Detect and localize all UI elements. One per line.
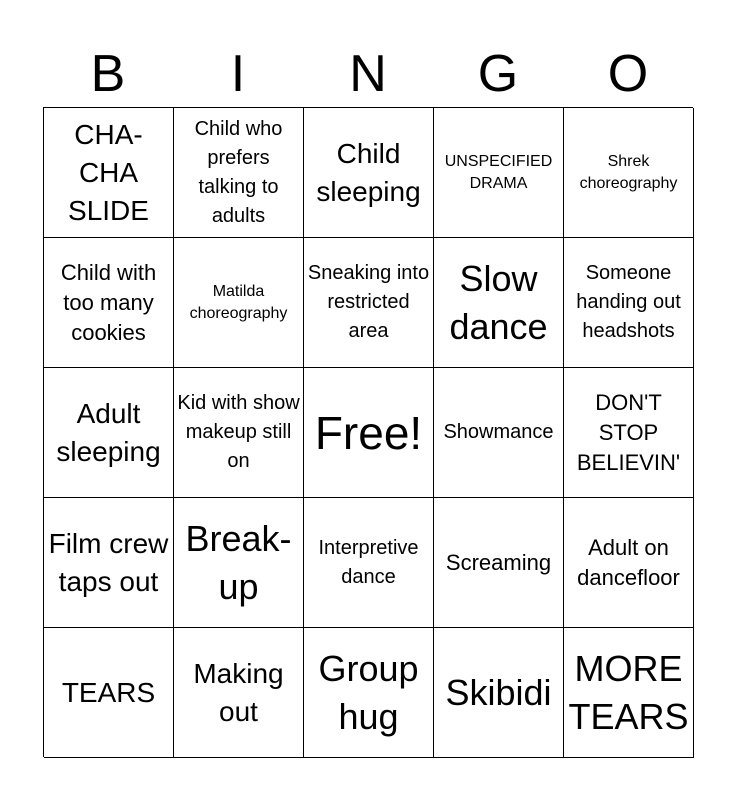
free-space-label: Free! (314, 406, 423, 459)
cell-label: Shrek choreography (579, 152, 678, 192)
bingo-cell-r1-c1[interactable] (44, 108, 174, 238)
bingo-cell-r3-c5[interactable] (564, 368, 694, 498)
cell-label: Skibidi (445, 671, 552, 713)
header-letter-n: N (349, 45, 387, 103)
bingo-cell-r3-c1[interactable] (44, 368, 174, 498)
bingo-cell-r5-c5[interactable] (564, 628, 694, 758)
header-letter-i: I (230, 45, 246, 103)
cell-label: Showmance (443, 421, 554, 443)
bingo-cell-r4-c3[interactable] (304, 498, 434, 628)
bingo-cell-r2-c5[interactable] (564, 238, 694, 368)
bingo-cell-r4-c5[interactable] (564, 498, 694, 628)
cell-label: Film crew taps out (48, 527, 169, 597)
header-letter-g: G (477, 45, 519, 103)
cell-label: UNSPECIFIED DRAMA (444, 152, 553, 192)
header-letter-b: B (90, 45, 126, 103)
cell-label: Group hug (318, 647, 419, 737)
bingo-cell-r2-c2[interactable] (174, 238, 304, 368)
cell-label: Child with too many cookies (60, 259, 157, 345)
bingo-cell-r5-c2[interactable] (174, 628, 304, 758)
bingo-cell-r1-c2[interactable] (174, 108, 304, 238)
bingo-cell-r2-c1[interactable] (44, 238, 174, 368)
cell-label: Child sleeping (316, 137, 421, 207)
cell-label: Matilda choreography (189, 282, 288, 322)
cell-label: DON'T STOP BELIEVIN' (576, 389, 681, 475)
bingo-cell-r4-c1[interactable] (44, 498, 174, 628)
header-letter-o: O (607, 45, 649, 103)
cell-label: TEARS (61, 676, 156, 708)
free-space-cell[interactable] (304, 368, 434, 498)
bingo-cell-r3-c4[interactable] (434, 368, 564, 498)
cell-label: Making out (193, 657, 284, 727)
cell-label: CHA-CHA SLIDE (68, 118, 149, 226)
bingo-cell-r4-c4[interactable] (434, 498, 564, 628)
cell-label: Slow dance (449, 257, 548, 347)
cell-label: Sneaking into restricted area (307, 262, 430, 342)
bingo-cell-r5-c1[interactable] (44, 628, 174, 758)
cell-label: Break-up (185, 517, 292, 607)
bingo-board (43, 107, 693, 757)
cell-label: Child who prefers talking to adults (194, 117, 283, 227)
bingo-header (43, 42, 693, 106)
cell-label: MORE TEARS (568, 647, 689, 737)
bingo-cell-r1-c3[interactable] (304, 108, 434, 238)
bingo-cell-r2-c3[interactable] (304, 238, 434, 368)
bingo-cell-r4-c2[interactable] (174, 498, 304, 628)
cell-label: Interpretive dance (318, 536, 419, 588)
cell-label: Adult on dancefloor (577, 534, 680, 590)
bingo-cell-r5-c4[interactable] (434, 628, 564, 758)
cell-label: Someone handing out headshots (576, 262, 681, 342)
bingo-cell-r1-c5[interactable] (564, 108, 694, 238)
bingo-cell-r1-c4[interactable] (434, 108, 564, 238)
bingo-cell-r5-c3[interactable] (304, 628, 434, 758)
cell-label: Screaming (445, 549, 552, 575)
cell-label: Kid with show makeup still on (177, 392, 300, 472)
bingo-cell-r3-c2[interactable] (174, 368, 304, 498)
bingo-cell-r2-c4[interactable] (434, 238, 564, 368)
cell-label: Adult sleeping (56, 397, 161, 467)
